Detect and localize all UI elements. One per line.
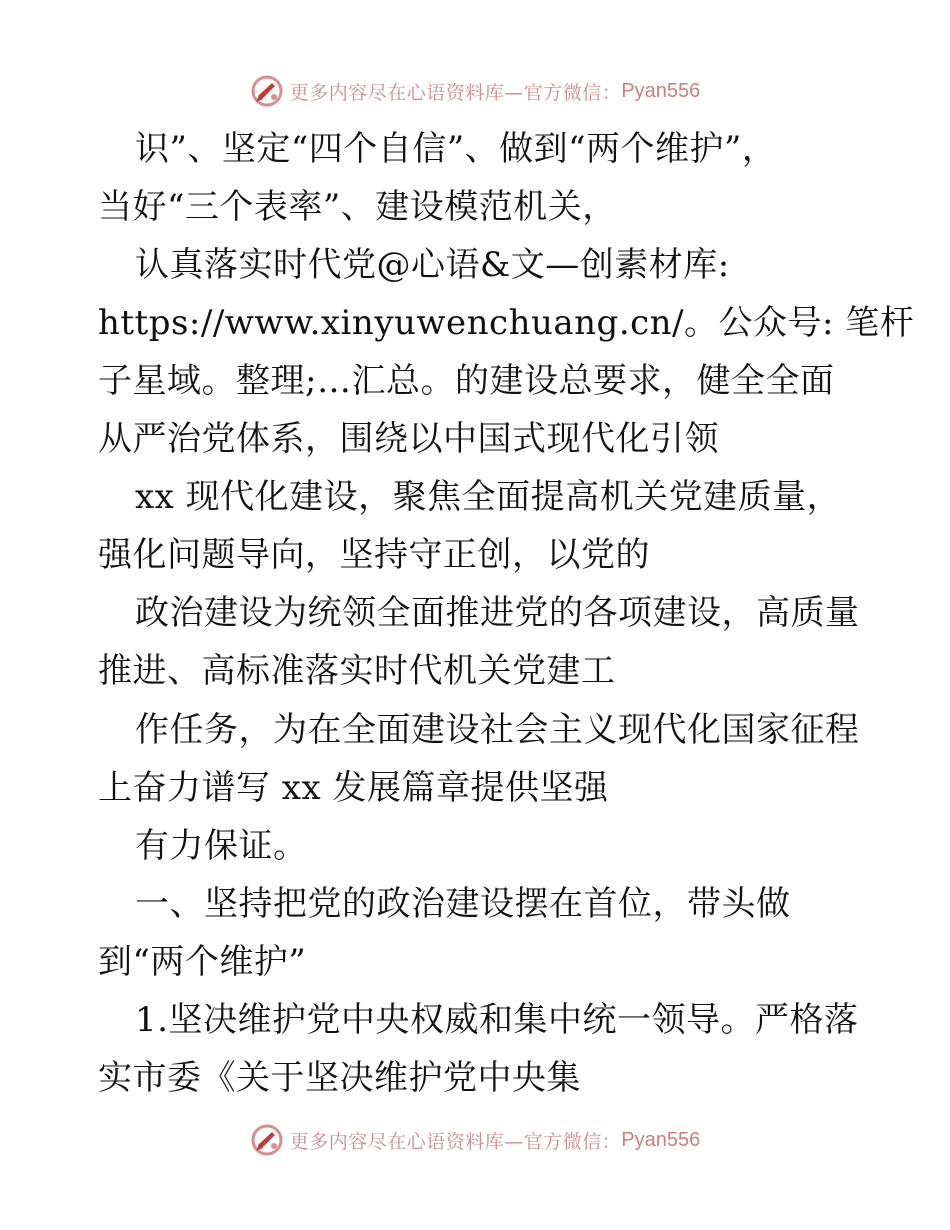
footer-watermark bbox=[0, 1122, 950, 1158]
body-line: https://www.xinyuwenchuang.cn/。公众号: 笔杆 bbox=[98, 303, 915, 343]
body-line: 识”、坚定“四个自信”、做到“两个维护”， bbox=[135, 129, 777, 169]
body-line: 推进、高标准落实时代机关党建工 bbox=[98, 651, 616, 691]
body-line: 当好“三个表率”、建设模范机关， bbox=[98, 187, 617, 227]
logo-icon bbox=[250, 1123, 284, 1157]
body-line: 强化问题导向，坚持守正创，以党的 bbox=[98, 535, 650, 575]
body-line: 有力保证。 bbox=[135, 826, 308, 866]
body-line: 实市委《关于坚决维护党中央集 bbox=[98, 1058, 581, 1098]
section-heading: 到“两个维护” bbox=[98, 942, 307, 982]
body-line: 从严治党体系，围绕以中国式现代化引领 bbox=[98, 419, 719, 459]
header-watermark bbox=[0, 73, 950, 109]
body-line: 作任务，为在全面建设社会主义现代化国家征程 bbox=[135, 710, 860, 750]
watermark-wechat-id: Pyan556 bbox=[621, 1128, 701, 1151]
body-line: 认真落实时代党@心语&文—创素材库: bbox=[135, 245, 730, 285]
body-line: 子星域。整理;…汇总。的建设总要求，健全全面 bbox=[98, 361, 835, 401]
body-line: 上奋力谱写 xx 发展篇章提供坚强 bbox=[98, 768, 609, 808]
watermark-text: 更多内容尽在心语资料库—官方微信： bbox=[289, 1130, 622, 1153]
body-line: 1.坚决维护党中央权威和集中统一领导。严格落 bbox=[135, 1000, 859, 1040]
body-line: xx 现代化建设，聚焦全面提高机关党建质量， bbox=[135, 477, 842, 517]
watermark-text: 更多内容尽在心语资料库—官方微信： bbox=[289, 81, 622, 104]
body-line: 政治建设为统领全面推进党的各项建设，高质量 bbox=[135, 593, 860, 633]
section-heading: 一、坚持把党的政治建设摆在首位，带头做 bbox=[135, 884, 791, 924]
watermark-wechat-id: Pyan556 bbox=[621, 79, 701, 102]
logo-icon bbox=[250, 74, 284, 108]
